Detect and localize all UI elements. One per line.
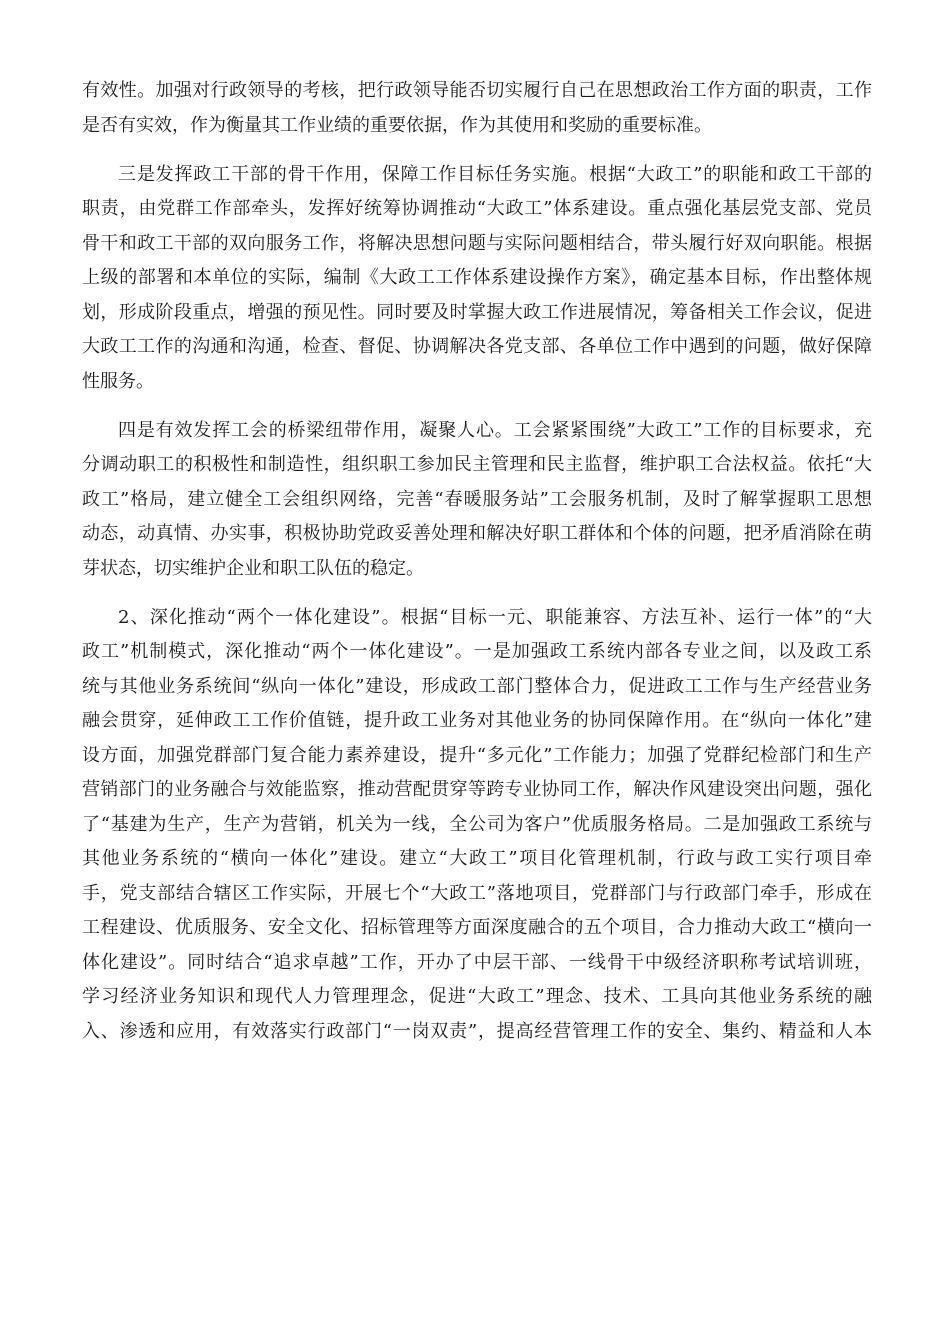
text-line: 职责，由党群工作部牵头，发挥好统筹协调推动“大政工”体系建设。重点强化基层党支部、党员 [82, 198, 872, 219]
text-line: 三是发挥政工干部的骨干作用，保障工作目标任务实施。根据“大政工”的职能和政工干部的 [118, 163, 872, 185]
text-line: 有效性。加强对行政领导的考核，把行政领导能否切实履行自己在思想政治工作方面的职责，工作 [82, 80, 872, 101]
text-line: 了“基建为生产，生产为营销，机关为一线，全公司为客户”优质服务格局。二是加强政工系统与 [82, 813, 872, 835]
text-line: 体化建设”。同时结合“追求卓越”工作，开办了中层干部、一线骨干中级经济职称考试培训班， [82, 951, 872, 973]
text-line: 手，党支部结合辖区工作实际，开展七个“大政工”落地项目，党群部门与行政部门牵手，形成在 [82, 882, 872, 904]
text-line: 性服务。 [82, 370, 154, 392]
text-line: 营销部门的业务融合与效能监察，推动营配贯穿等跨专业协同工作，解决作风建设突出问题，强化 [82, 779, 872, 800]
text-line: 大政工工作的沟通和沟通，检查、督促、协调解决各党支部、各单位工作中遇到的问题，做好保障 [82, 336, 872, 357]
paragraph [82, 158, 872, 400]
text-line: 芽状态，切实维护企业和职工队伍的稳定。 [82, 557, 424, 579]
text-line: 融会贯穿，延伸政工工作价值链，提升政工业务对其他业务的协同保障作用。在“纵向一体化”建 [82, 710, 872, 731]
text-line: 骨干和政工干部的双向服务工作，将解决思想问题与实际问题相结合，带头履行好双向职能。根据 [82, 232, 872, 254]
text-line: 四是有效发挥工会的桥梁纽带作用，凝聚人心。工会紧紧围绕”大政工”工作的目标要求，充 [118, 419, 872, 441]
text-line: 2、深化推动“两个一体化建设”。根据“目标一元、职能兼容、方法互补、运行一体”的“大 [118, 606, 872, 628]
paragraph [82, 414, 872, 587]
text-line: 上级的部署和本单位的实际，编制《大政工工作体系建设操作方案》，确定基本目标，作出整体规 [82, 267, 872, 288]
text-line: 划，形成阶段重点，增强的预见性。同时要及时掌握大政工作进展情况，筹备相关工作会议，促进 [82, 301, 872, 323]
text-line: 是否有实效，作为衡量其工作业绩的重要依据，作为其使用和奖励的重要标准。 [82, 114, 712, 136]
text-line: 分调动职工的积极性和制造性，组织职工参加民主管理和民主监督，维护职工合法权益。依托“大 [82, 454, 872, 475]
document-page [82, 74, 872, 1064]
text-line: 学习经济业务知识和现代人力管理理念，促进“大政工”理念、技术、工具向其他业务系统的融 [82, 986, 872, 1007]
text-line: 设方面，加强党群部门复合能力素养建设，提升“多元化”工作能力；加强了党群纪检部门和生产 [82, 744, 872, 766]
paragraph [82, 601, 872, 1050]
text-line: 政工”格局，建立健全工会组织网络，完善“春暖服务站”工会服务机制，及时了解掌握职工思想 [82, 488, 872, 510]
text-line: 政工”机制模式，深化推动“两个一体化建设”。一是加强政工系统内部各专业之间，以及政工系 [82, 641, 872, 662]
text-line: 工程建设、优质服务、安全文化、招标管理等方面深度融合的五个项目，合力推动大政工“横向一 [82, 917, 872, 938]
text-line: 其他业务系统的“横向一体化”建设。建立“大政工”项目化管理机制，行政与政工实行项目牵 [82, 848, 872, 869]
text-line: 动态，动真情、办实事，积极协助党政妥善处理和解决好职工群体和个体的问题，把矛盾消除在萌 [82, 523, 872, 544]
text-line: 统与其他业务系统间“纵向一体化”建设，形成政工部门整体合力，促进政工工作与生产经营业务 [82, 675, 872, 697]
text-line: 入、渗透和应用，有效落实行政部门“一岗双责”，提高经营管理工作的安全、集约、精益和人本 [82, 1020, 872, 1042]
paragraph [82, 74, 872, 143]
